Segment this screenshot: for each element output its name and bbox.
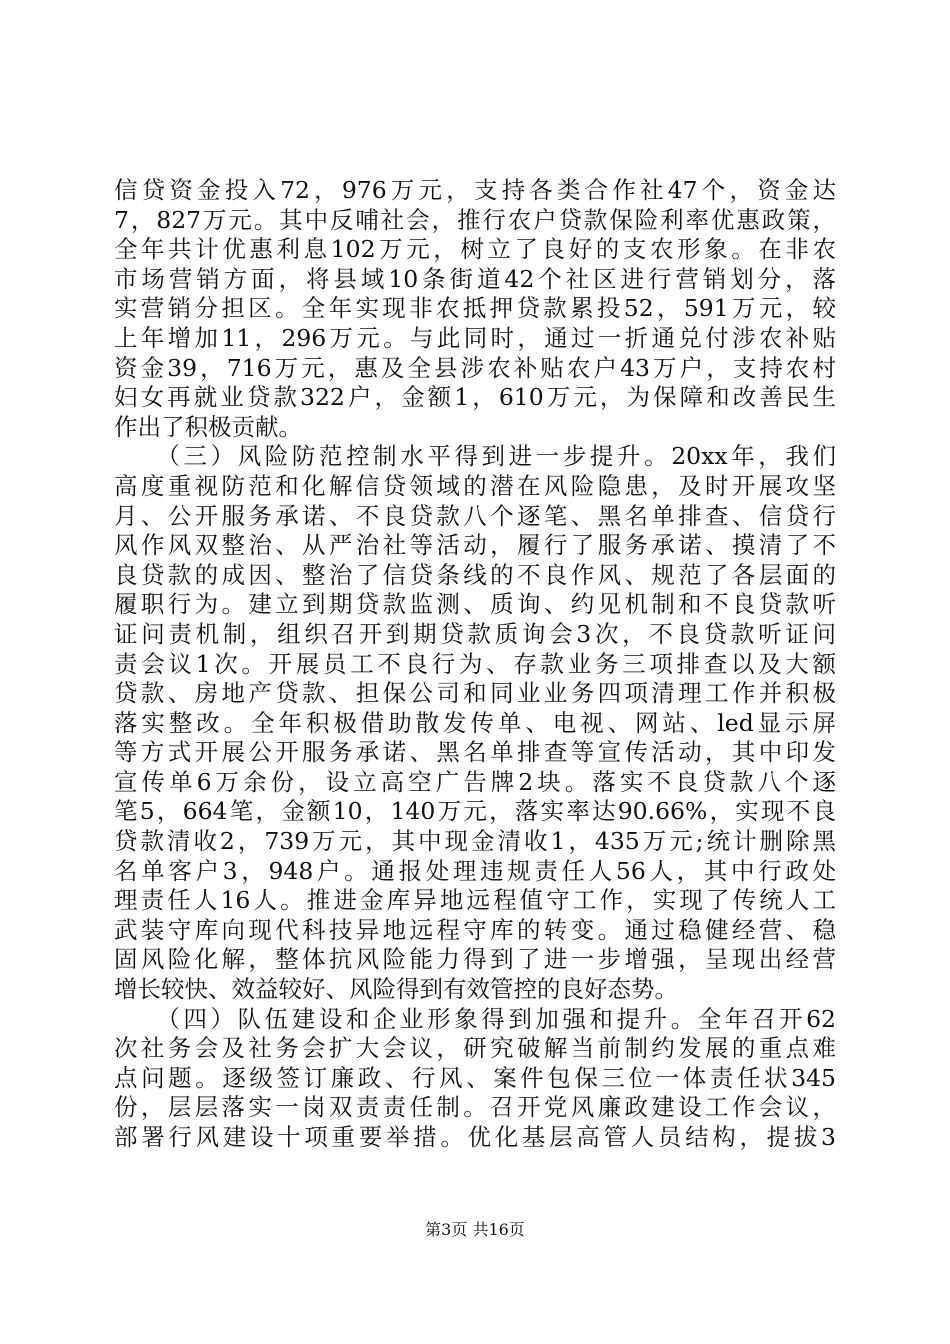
- text-line: 落实整改。全年积极借助散发传单、电视、网站、led显示屏: [114, 708, 836, 737]
- text-line: 等方式开展公开服务承诺、黑名单排查等宣传活动，其中印发: [114, 738, 836, 767]
- text-line: 良贷款的成因、整治了信贷条线的不良作风、规范了各层面的: [114, 560, 836, 589]
- text-line: 作出了积极贡献。: [114, 412, 302, 441]
- text-line: 高度重视防范和化解信贷领域的潜在风险隐患，及时开展攻坚: [114, 471, 836, 500]
- text-line: 上年增加11，296万元。与此同时，通过一折通兑付涉农补贴: [114, 323, 836, 352]
- text-line: 次社务会及社务会扩大会议，研究破解当前制约发展的重点难: [114, 1034, 836, 1063]
- text-line: 部署行风建设十项重要举措。优化基层高管人员结构，提拔3: [114, 1123, 836, 1151]
- body-text: [114, 176, 836, 1153]
- text-line: 月、公开服务承诺、不良贷款八个逐笔、黑名单排查、信贷行: [114, 501, 836, 530]
- text-line: 资金39，716万元，惠及全县涉农补贴农户43万户，支持农村: [114, 353, 836, 382]
- page-footer: 第3页 共16页: [425, 1220, 525, 1239]
- text-line: 笔5，664笔，金额10，140万元，落实率达90.66%，实现不良: [114, 797, 836, 826]
- text-line: 固风险化解，整体抗风险能力得到了进一步增强，呈现出经营: [114, 945, 836, 974]
- text-line: 妇女再就业贷款322户，金额1，610万元，为保障和改善民生: [114, 383, 836, 412]
- text-line: 武装守库向现代科技异地远程守库的转变。通过稳健经营、稳: [114, 915, 836, 944]
- text-line: 证问责机制，组织召开到期贷款质询会3次，不良贷款听证问: [114, 619, 836, 648]
- text-line: （三）风险防范控制水平得到进一步提升。20xx年，我们: [114, 442, 836, 471]
- text-line: 点问题。逐级签订廉政、行风、案件包保三位一体责任状345: [114, 1063, 836, 1092]
- text-line: 名单客户3，948户。通报处理违规责任人56人，其中行政处: [114, 856, 836, 885]
- text-line: 全年共计优惠利息102万元，树立了良好的支农形象。在非农: [114, 235, 836, 264]
- text-line: 贷款清收2，739万元，其中现金清收1，435万元;统计删除黑: [114, 827, 836, 856]
- text-line: 市场营销方面，将县域10条街道42个社区进行营销划分，落: [114, 264, 836, 293]
- text-line: 增长较快、效益较好、风险得到有效管控的良好态势。: [114, 975, 678, 1004]
- text-line: 实营销分担区。全年实现非农抵押贷款累投52，591万元，较: [114, 294, 836, 323]
- text-line: 宣传单6万余份，设立高空广告牌2块。落实不良贷款八个逐: [114, 767, 836, 796]
- text-line: 风作风双整治、从严治社等活动，履行了服务承诺、摸清了不: [114, 531, 836, 560]
- text-line: 信贷资金投入72，976万元，支持各类合作社47个，资金达: [114, 176, 836, 204]
- text-line: 7，827万元。其中反哺社会，推行农户贷款保险利率优惠政策，: [114, 205, 836, 234]
- text-line: （四）队伍建设和企业形象得到加强和提升。全年召开62: [114, 1004, 836, 1033]
- text-line: 份，层层落实一岗双责责任制。召开党风廉政建设工作会议，: [114, 1093, 836, 1122]
- text-line: 履职行为。建立到期贷款监测、质询、约见机制和不良贷款听: [114, 590, 836, 619]
- text-line: 贷款、房地产贷款、担保公司和同业业务四项清理工作并积极: [114, 679, 836, 708]
- text-line: 理责任人16人。推进金库异地远程值守工作，实现了传统人工: [114, 886, 836, 915]
- text-line: 责会议1次。开展员工不良行为、存款业务三项排查以及大额: [114, 649, 836, 678]
